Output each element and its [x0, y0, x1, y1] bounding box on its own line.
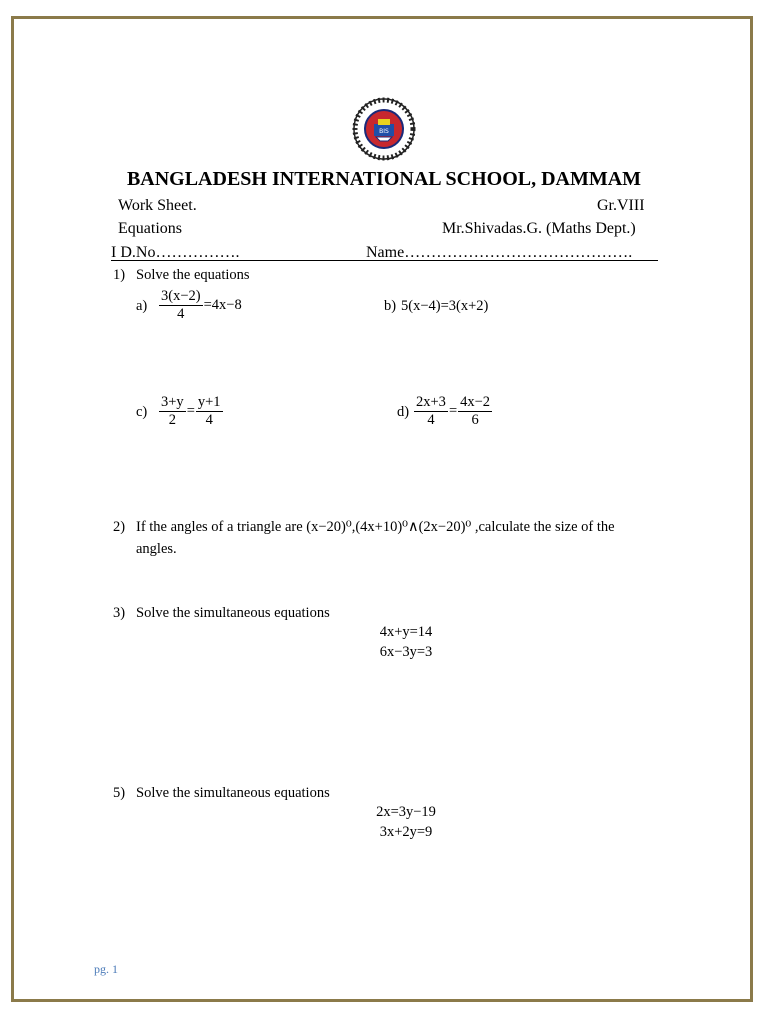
school-name: BANGLADESH INTERNATIONAL SCHOOL, DAMMAM: [126, 168, 642, 190]
question-text-start: If the angles of a triangle are: [136, 519, 307, 535]
fraction-numerator: 4x−2: [460, 394, 491, 410]
question-number: 2): [113, 519, 126, 535]
svg-text:BIS: BIS: [379, 128, 389, 135]
fraction-numerator: 2x+3: [416, 394, 446, 410]
question-text: Solve the simultaneous equations: [136, 605, 330, 621]
id-number-field: I D.No…………….: [111, 244, 240, 261]
question-text: Solve the simultaneous equations: [136, 785, 330, 801]
part-label: a): [136, 298, 148, 314]
page-border: [11, 16, 753, 1002]
fraction-denominator: 4: [177, 306, 185, 322]
triangle-angles: (x−20)⁰,(4x+10)⁰∧(2x−20)⁰: [306, 519, 472, 535]
header-rule: [111, 260, 658, 261]
topic-label: Equations: [118, 220, 182, 237]
simultaneous-equation-2: 3x+2y=9: [379, 824, 433, 840]
worksheet-label: Work Sheet.: [118, 197, 197, 214]
question-text-line2: angles.: [136, 541, 177, 557]
school-seal-logo: [352, 97, 416, 161]
equals-sign: =: [186, 402, 195, 419]
question-text: [136, 519, 615, 536]
simultaneous-equation-1: 2x=3y−19: [376, 804, 436, 820]
question-text-end: ,calculate the size of the: [471, 519, 615, 535]
equals-sign: =: [448, 402, 458, 419]
page-number: pg. 1: [94, 962, 118, 976]
question-number: 1): [113, 267, 126, 283]
equation-b: 5(x−4)=3(x+2): [401, 298, 489, 314]
part-label: d): [397, 404, 410, 420]
part-label: b): [384, 298, 397, 314]
fraction-numerator: 3+y: [161, 394, 184, 410]
equation-rhs: =4x−8: [203, 296, 242, 313]
fraction-numerator: 3(x−2): [161, 288, 201, 304]
simultaneous-equation-2: 6x−3y=3: [379, 644, 433, 660]
part-label: c): [136, 404, 148, 420]
simultaneous-equation-1: 4x+y=14: [379, 624, 433, 640]
fraction-numerator: y+1: [197, 394, 221, 410]
student-name-field: Name…………………………………….: [366, 244, 633, 261]
teacher-label: Mr.Shivadas.G. (Maths Dept.): [442, 220, 636, 237]
equation-a: [158, 288, 242, 323]
equation-d: [413, 394, 493, 429]
question-text: Solve the equations: [136, 267, 250, 283]
fraction-denominator: 6: [471, 412, 479, 428]
fraction-denominator: 4: [427, 412, 435, 428]
question-number: 5): [113, 785, 126, 801]
question-number: 3): [113, 605, 126, 621]
grade-label: Gr.VIII: [597, 197, 645, 214]
fraction-denominator: 4: [205, 412, 213, 428]
equation-c: [158, 394, 224, 429]
fraction-denominator: 2: [168, 412, 176, 428]
